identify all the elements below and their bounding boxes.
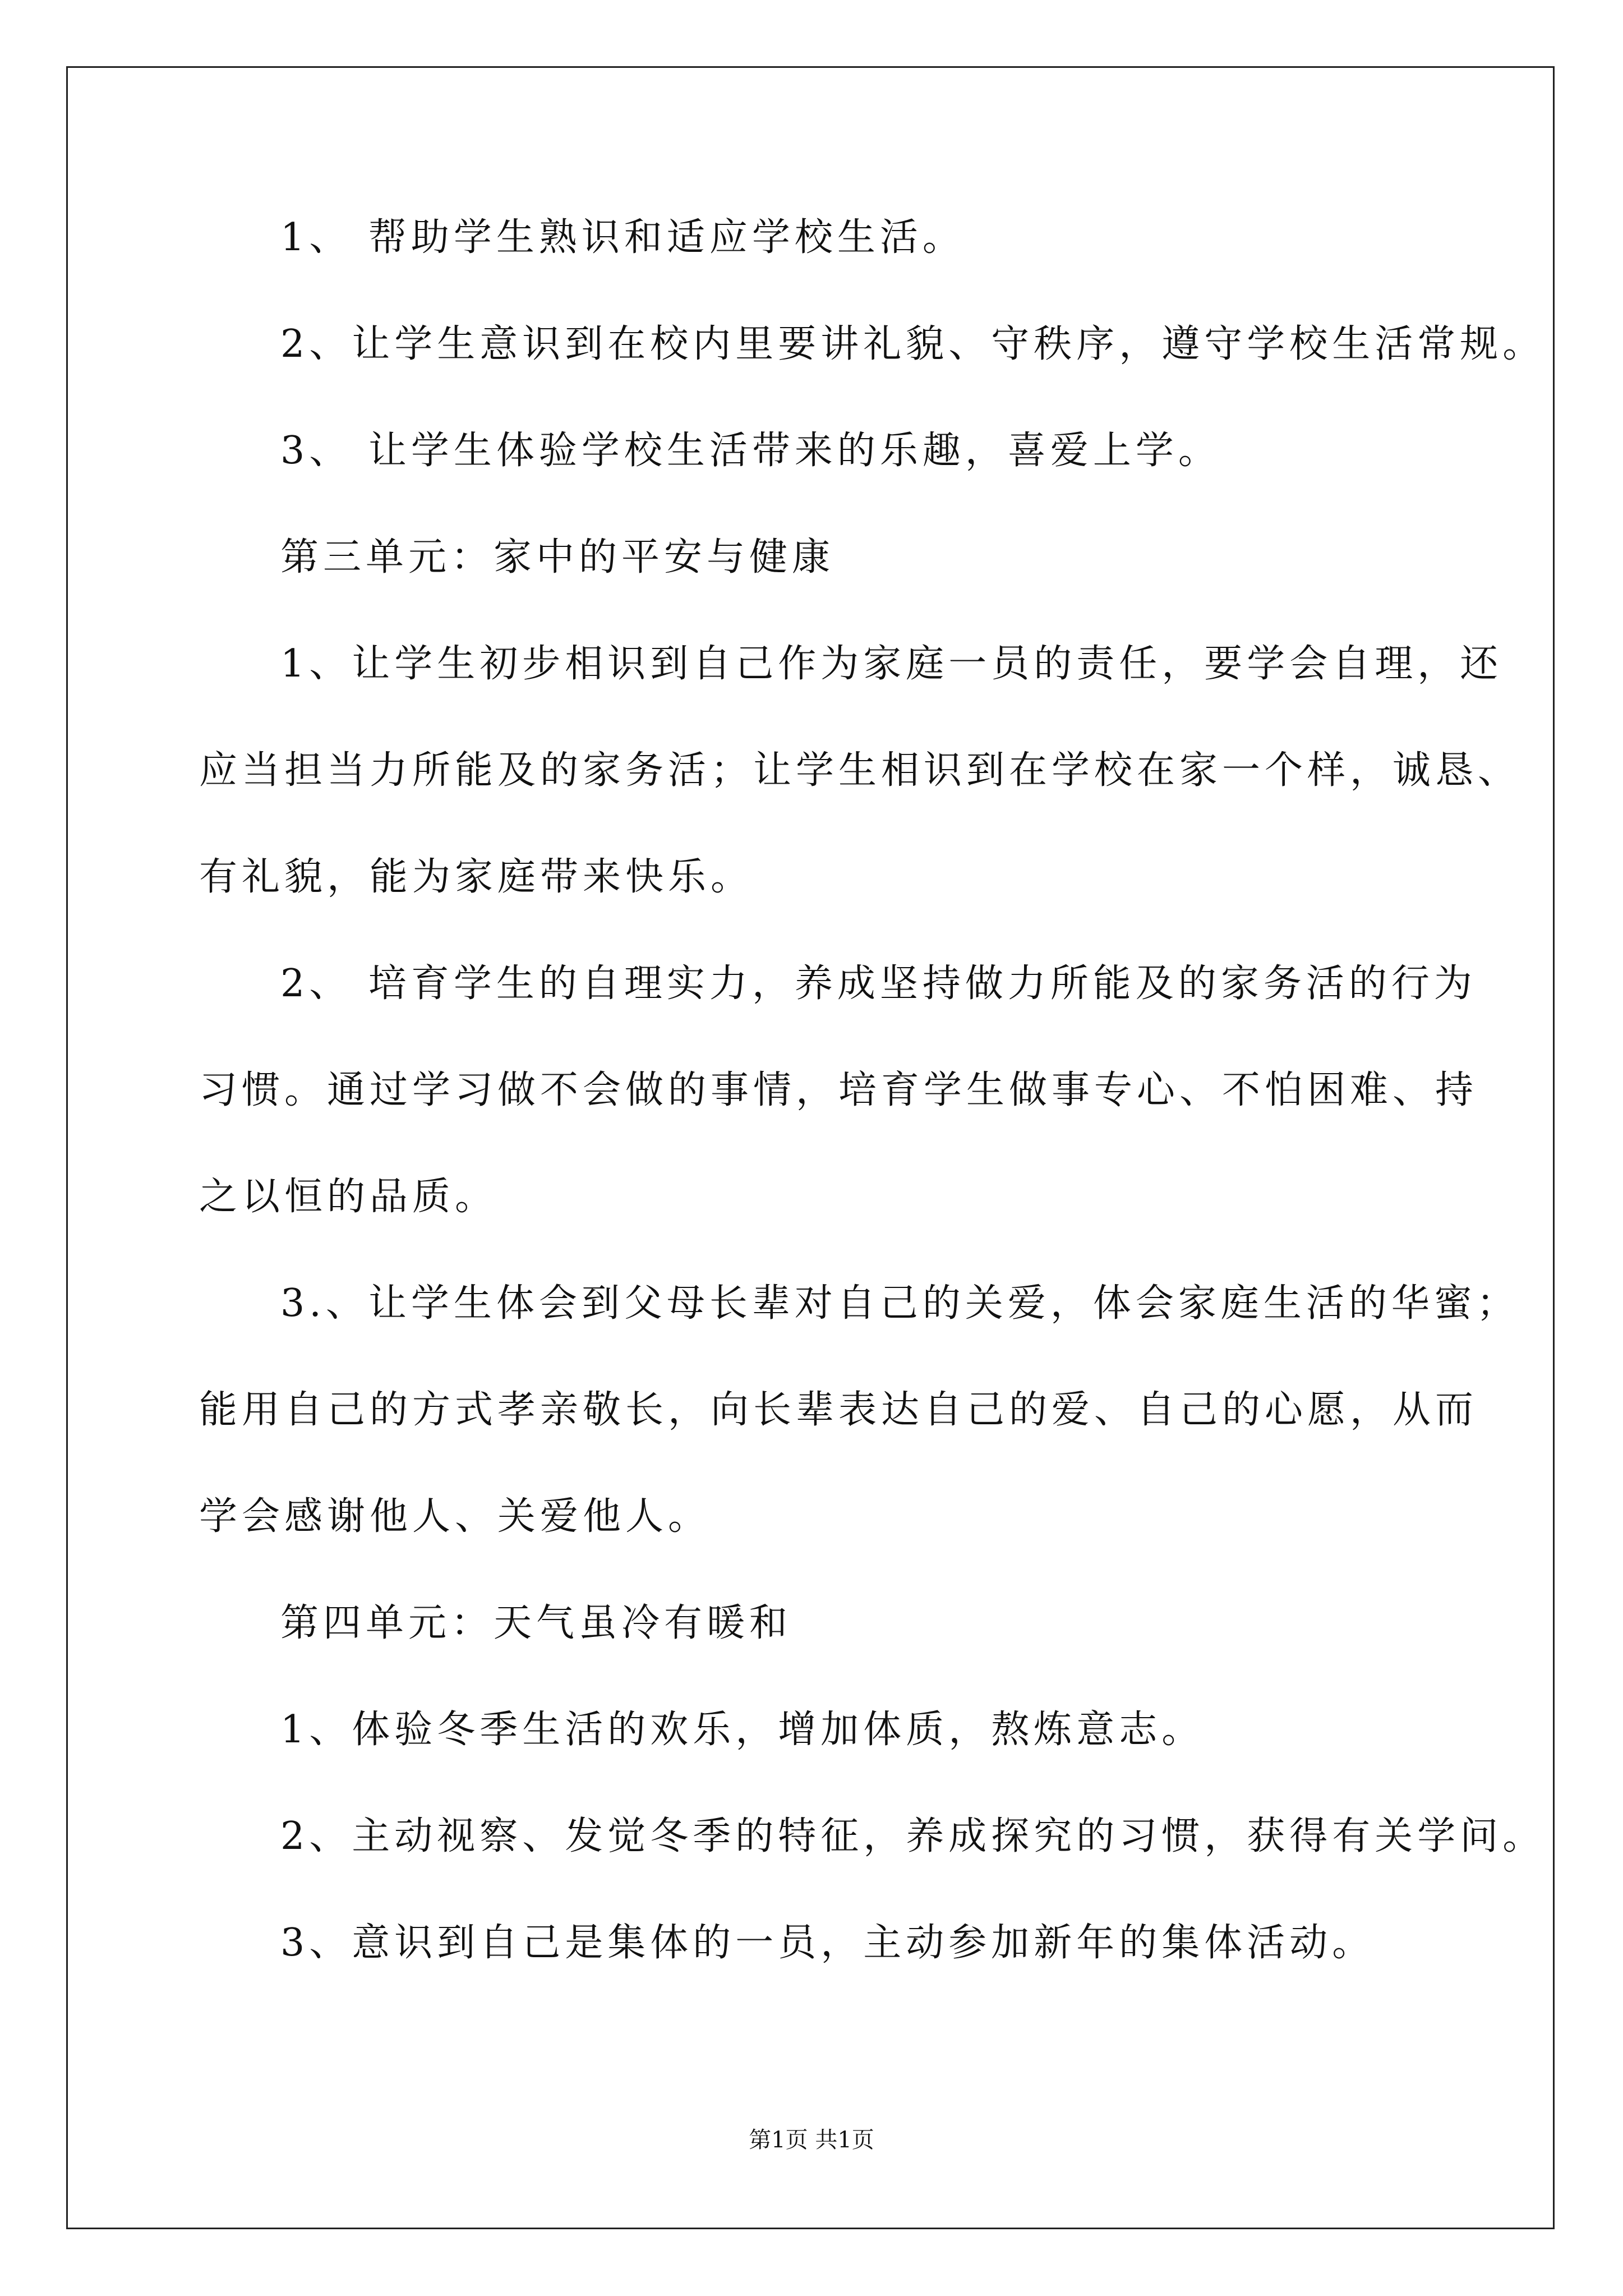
text-line: 3、意识到自己是集体的一员，主动参加新年的集体活动。 (280, 1921, 1375, 1965)
text-line: 有礼貌，能为家庭带来快乐。 (199, 855, 754, 899)
text-line: 学会感谢他人、关爱他人。 (199, 1494, 711, 1539)
text-line: 应当担当力所能及的家务活；让学生相识到在学校在家一个样，诚恳、 (199, 748, 1521, 793)
text-line: 3、 让学生体验学校生活带来的乐趣，喜爱上学。 (280, 429, 1221, 473)
text-line: 习惯。通过学习做不会做的事情，培育学生做事专心、不怕困难、持 (199, 1068, 1478, 1112)
text-line: 1、 帮助学生熟识和适应学校生活。 (280, 215, 965, 260)
text-line: 能用自己的方式孝亲敬长，向长辈表达自己的爱、自己的心愿，从而 (199, 1388, 1478, 1432)
text-line: 2、主动视察、发觉冬季的特征，养成探究的习惯，获得有关学问。 (280, 1814, 1546, 1858)
page-footer: 第1页 共1页 (749, 2127, 874, 2153)
text-line: 1、让学生初步相识到自己作为家庭一员的责任，要学会自理，还 (280, 642, 1503, 686)
page-border (66, 66, 1555, 2229)
text-line: 之以恒的品质。 (199, 1175, 498, 1219)
text-line: 1、体验冬季生活的欢乐，增加体质，熬炼意志。 (280, 1708, 1205, 1752)
text-line: 3.、让学生体会到父母长辈对自己的关爱，体会家庭生活的华蜜； (280, 1281, 1519, 1326)
text-line: 2、 培育学生的自理实力，养成坚持做力所能及的家务活的行为 (280, 961, 1477, 1006)
text-line: 2、让学生意识到在校内里要讲礼貌、守秩序，遵守学校生活常规。 (280, 322, 1546, 366)
section-heading: 第三单元：家中的平安与健康 (280, 535, 835, 579)
section-heading: 第四单元：天气虽冷有暖和 (280, 1601, 792, 1645)
